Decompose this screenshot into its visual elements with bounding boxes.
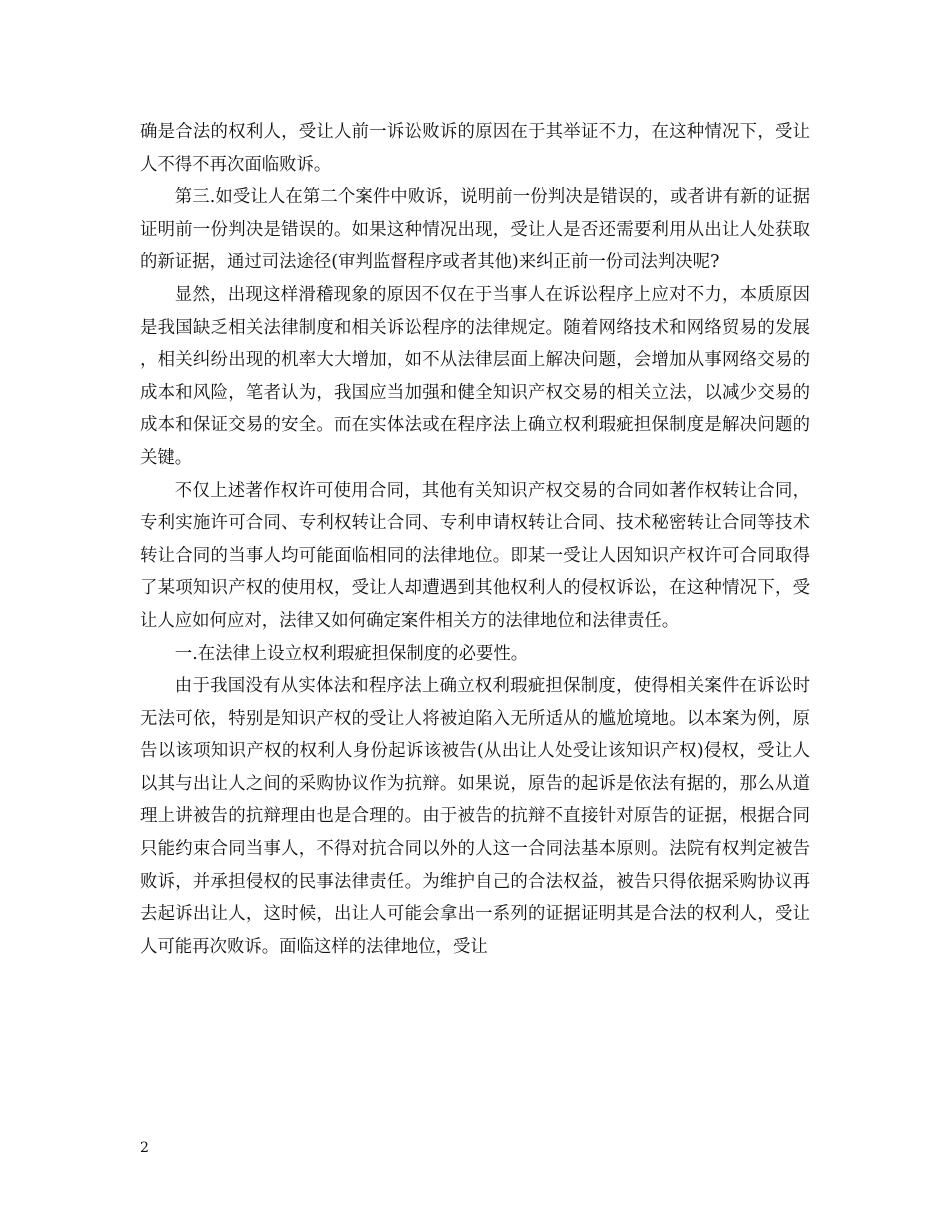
paragraph-1: 确是合法的权利人，受让人前一诉讼败诉的原因在于其举证不力，在这种情况下，受让人不得不再次面临败诉。	[140, 122, 810, 175]
section-heading: 一.在法律上设立权利瑕疵担保制度的必要性。	[174, 643, 529, 664]
page-number: 2	[140, 1140, 149, 1156]
paragraph-2: 第三.如受让人在第二个案件中败诉，说明前一份判决是错误的，或者讲有新的证据证明前一份判决是错误的。如果这种情况出现，受让人是否还需要利用从出让人处获取的新证据，通过司法途径(审判监督程序或者其他)来纠正前一份司法判决呢?	[140, 187, 810, 273]
paragraph-4: 不仅上述著作权许可使用合同，其他有关知识产权交易的合同如著作权转让合同，专利实施许可合同、专利权转让合同、专利申请权转让合同、技术秘密转让合同等技术转让合同的当事人均可能面临相同的法律地位。即某一受让人因知识产权许可合同取得了某项知识产权的使用权，受让人却遭遇到其他权利人的侵权诉讼，在这种情况下，受让人应如何应对，法律又如何确定案件相关方的法律地位和法律责任。	[140, 480, 810, 631]
paragraph-3: 显然，出现这样滑稽现象的原因不仅在于当事人在诉讼程序上应对不力，本质原因是我国缺乏相关法律制度和相关诉讼程序的法律规定。随着网络技术和网络贸易的发展，相关纠纷出现的机率大大增加，如不从法律层面上解决问题，会增加从事网络交易的成本和风险，笔者认为，我国应当加强和健全知识产权交易的相关立法，以减少交易的成本和保证交易的安全。而在实体法或在程序法上确立权利瑕疵担保制度是解决问题的关键。	[140, 284, 810, 468]
body-text	[140, 116, 810, 963]
paragraph-5: 由于我国没有从实体法和程序法上确立权利瑕疵担保制度，使得相关案件在诉讼时无法可依，特别是知识产权的受让人将被迫陷入无所适从的尴尬境地。以本案为例，原告以该项知识产权的权利人身份起诉该被告(从出让人处受让该知识产权)侵权，受让人以其与出让人之间的采购协议作为抗辩。如果说，原告的起诉是依法有据的，那么从道理上讲被告的抗辩理由也是合理的。由于被告的抗辩不直接针对原告的证据，根据合同只能约束合同当事人，不得对抗合同以外的人这一合同法基本原则。法院有权判定被告败诉，并承担侵权的民事法律责任。为维护自己的合法权益，被告只得依据采购协议再去起诉出让人，这时候，出让人可能会拿出一系列的证据证明其是合法的权利人，受让人可能再次败诉。面临这样的法律地位，受让	[140, 676, 810, 957]
